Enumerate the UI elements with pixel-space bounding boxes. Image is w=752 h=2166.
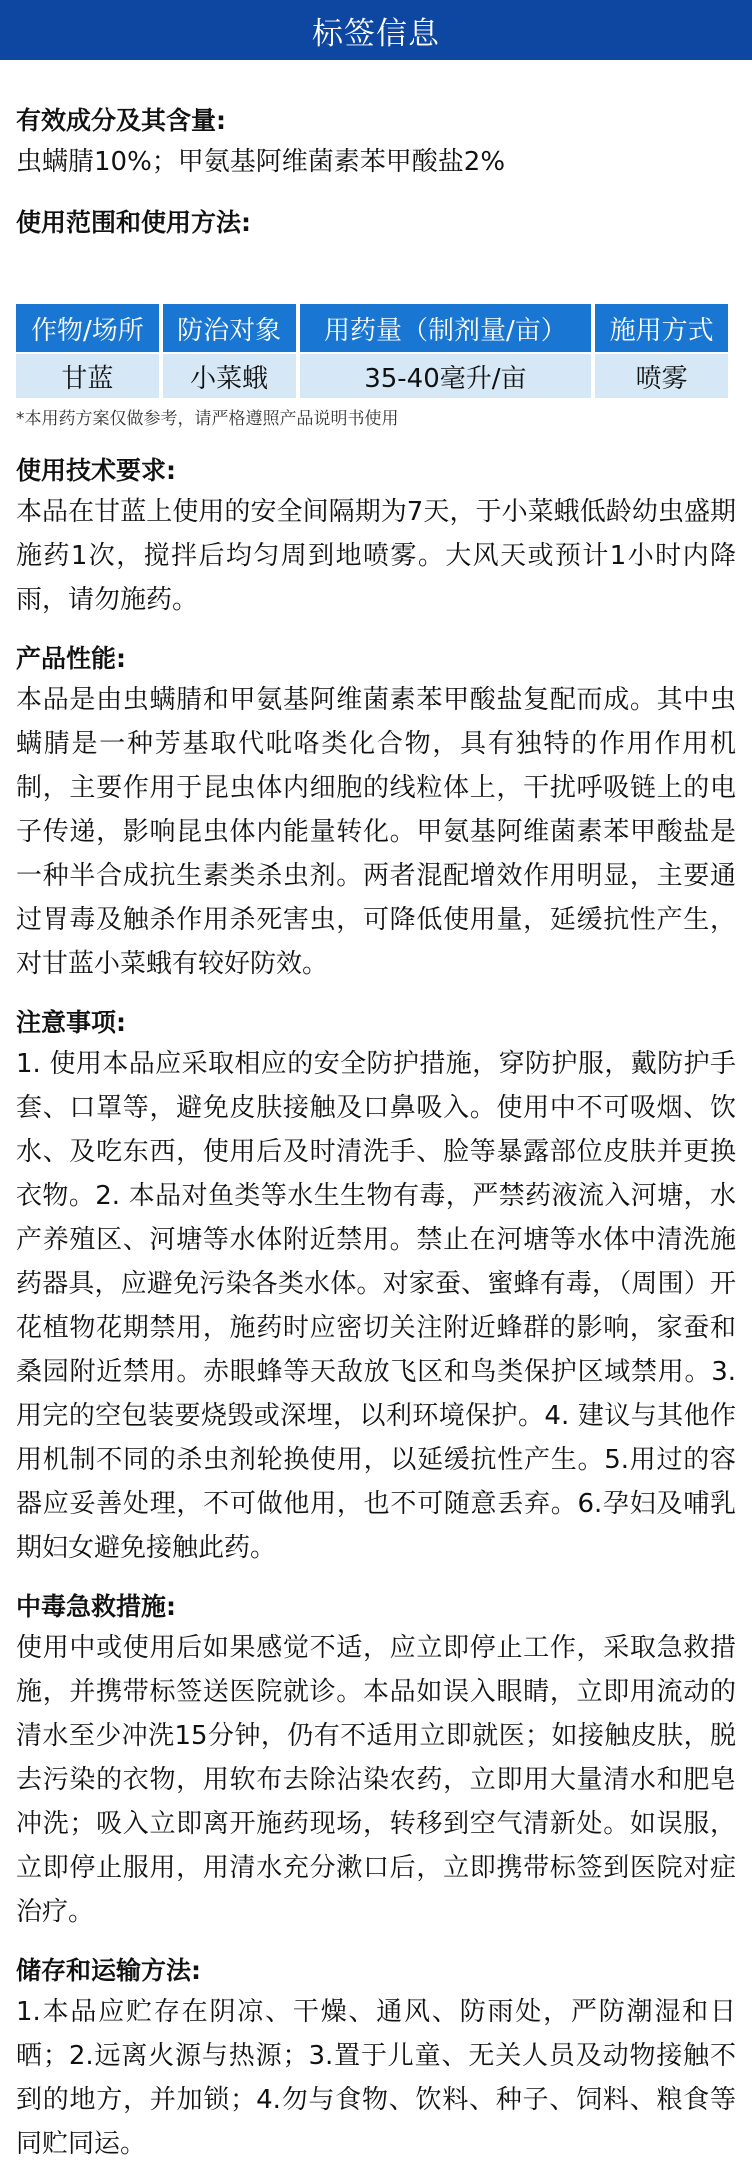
column-header-method: 施用方式 [595, 304, 728, 352]
product-performance-text: 本品是由虫螨腈和甲氨基阿维菌素苯甲酸盐复配而成。其中虫螨腈是一种芳基取代吡咯类化合物，具有独特的作用作用机制，主要作用于昆虫体内细胞的线粒体上，干扰呼吸链上的电子传递，影响昆虫体内能量转化。甲氨基阿维菌素苯甲酸盐是一种半合成抗生素类杀虫剂。两者混配增效作用明显，主要通过胃毒及触杀作用杀死害虫，可降低使用量，延缓抗性产生，对甘蓝小菜蛾有较好防效。 [16, 685, 736, 979]
product-performance-heading: 产品性能: [16, 644, 126, 673]
column-header-crop: 作物/场所 [16, 304, 159, 352]
page-header [0, 0, 752, 60]
first-aid-heading: 中毒急救措施: [16, 1592, 176, 1621]
technical-requirements-heading: 使用技术要求: [16, 456, 176, 485]
dosage-table [12, 302, 732, 400]
first-aid-text: 使用中或使用后如果感觉不适，应立即停止工作，采取急救措施，并携带标签送医院就诊。本品如误入眼睛，立即用流动的清水至少冲洗15分钟，仍有不适用立即就医；如接触皮肤，脱去污染的衣物，用软布去除沾染农药，立即用大量清水和肥皂冲洗；吸入立即离开施药现场，转移到空气清新处。如误服，立即停止服用，用清水充分漱口后，立即携带标签到医院对症治疗。 [16, 1633, 736, 1927]
table-row [16, 354, 728, 398]
technical-requirements-text: 本品在甘蓝上使用的安全间隔期为7天，于小菜蛾低龄幼虫盛期施药1次，搅拌后均匀周到地喷雾。大风天或预计1小时内降雨，请勿施药。 [16, 497, 736, 615]
page-title: 标签信息 [312, 15, 440, 52]
cell-crop: 甘蓝 [16, 354, 159, 398]
active-ingredient-text: 虫螨腈10%；甲氨基阿维菌素苯甲酸盐2% [16, 147, 506, 177]
active-ingredient-heading: 有效成分及其含量: [16, 106, 226, 135]
precautions-text: 1. 使用本品应采取相应的安全防护措施，穿防护服，戴防护手套、口罩等，避免皮肤接触及口鼻吸入。使用中不可吸烟、饮水、及吃东西，使用后及时清洗手、脸等暴露部位皮肤并更换衣物。2. 本品对鱼类等水生生物有毒，严禁药液流入河塘，水产养殖区、河塘等水体附近禁用。禁止在河塘等水体中清洗施药器具，应避免污染各类水体。对家蚕、蜜蜂有毒，（周围）开花植物花期禁用，施药时应密切关注附近蜂群的影响，家蚕和桑园附近禁用。赤眼蜂等天敌放飞区和鸟类保护区域禁用。3. 用完的空包装要烧毁或深埋，以利环境保护。4. 建议与其他作用机制不同的杀虫剂轮换使用，以延缓抗性产生。5.用过的容器应妥善处理，不可做他用，也不可随意丢弃。6.孕妇及哺乳期妇女避免接触此药。 [16, 1049, 736, 1563]
storage-transport-heading: 储存和运输方法: [16, 1956, 201, 1985]
column-header-target: 防治对象 [163, 304, 296, 352]
cell-dosage: 35-40毫升/亩 [300, 354, 592, 398]
cell-method: 喷雾 [595, 354, 728, 398]
usage-scope-heading: 使用范围和使用方法: [16, 208, 251, 237]
dosage-table-header-row [16, 304, 728, 352]
dosage-table-note: *本用药方案仅做参考，请严格遵照产品说明书使用 [16, 409, 399, 429]
storage-transport-text: 1.本品应贮存在阴凉、干燥、通风、防雨处，严防潮湿和日晒；2.远离火源与热源；3.置于儿童、无关人员及动物接触不到的地方，并加锁；4.勿与食物、饮料、种子、饲料、粮食等同贮同运。 [16, 1997, 736, 2159]
label-content [0, 102, 752, 2166]
column-header-dosage: 用药量（制剂量/亩） [300, 304, 592, 352]
precautions-heading: 注意事项: [16, 1008, 126, 1037]
cell-target: 小菜蛾 [163, 354, 296, 398]
